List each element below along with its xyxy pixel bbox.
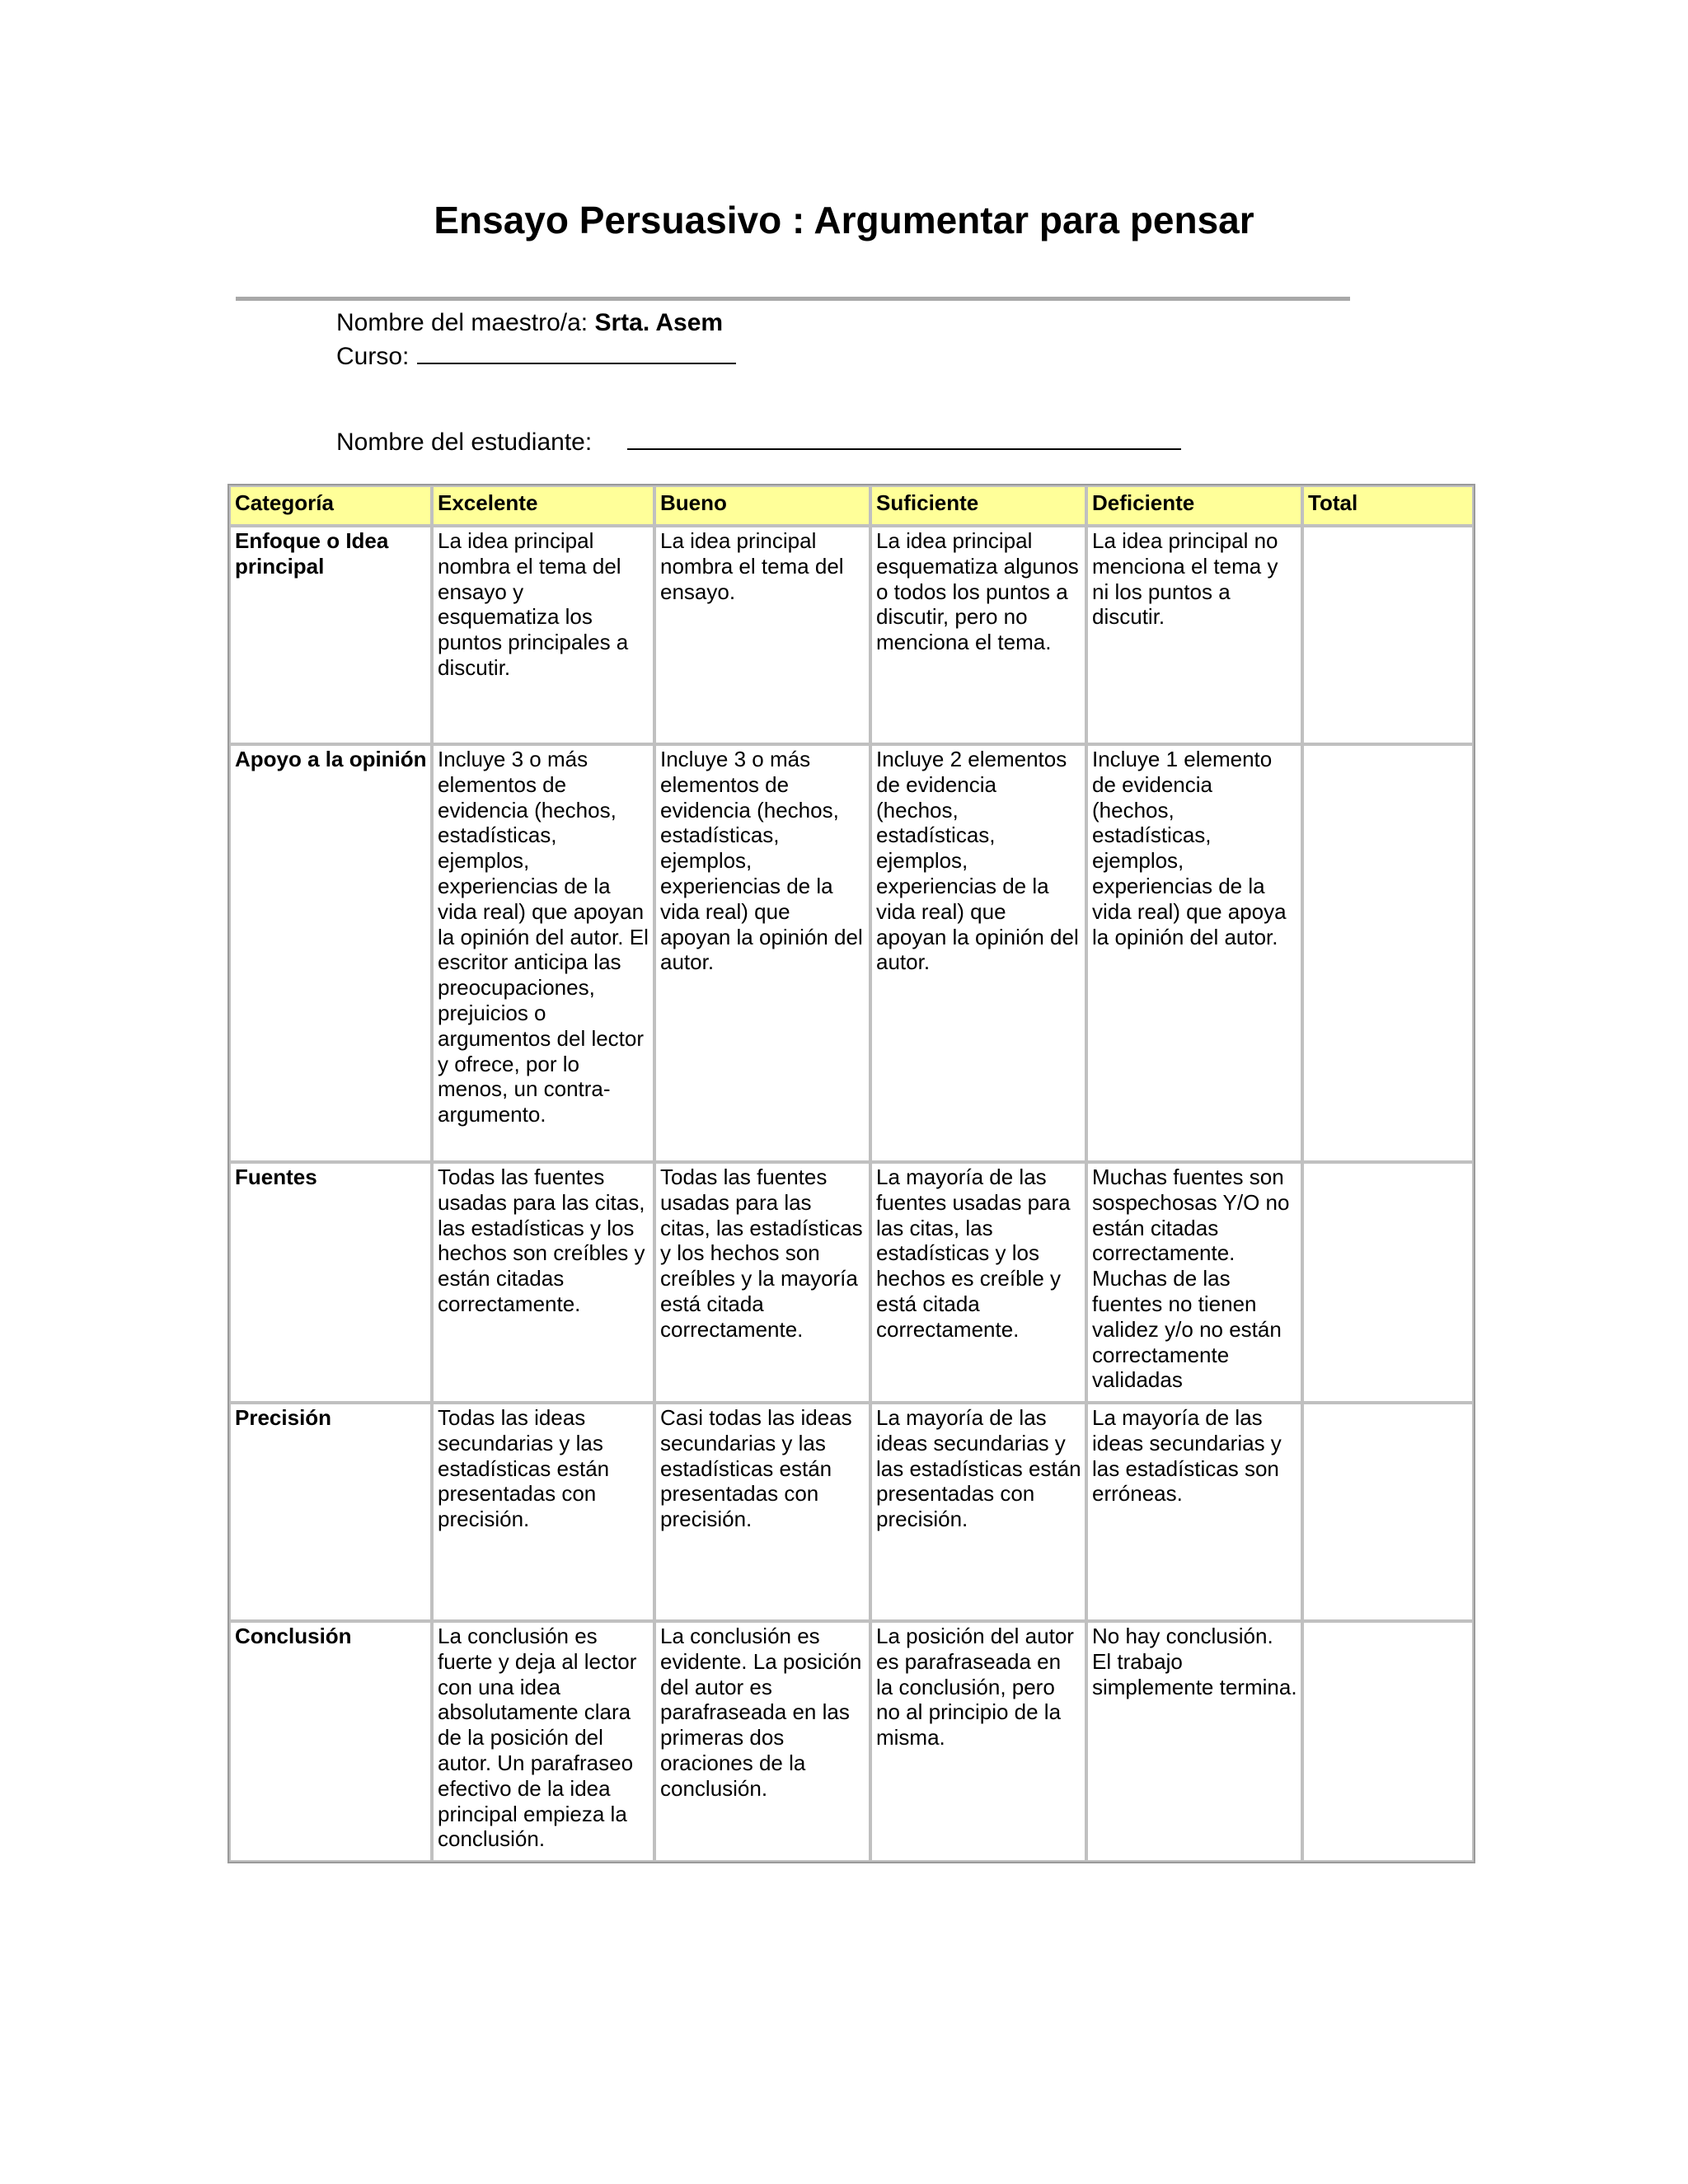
header-excelente: Excelente xyxy=(432,485,654,526)
course-blank[interactable] xyxy=(417,338,736,364)
student-label: Nombre del estudiante: xyxy=(336,429,593,456)
row-category: Conclusión xyxy=(229,1621,432,1862)
page-title: Ensayo Persuasivo : Argumentar para pensar xyxy=(434,199,1254,241)
cell-deficiente: No hay conclusión. El trabajo simplemente termina. xyxy=(1086,1621,1302,1862)
header-total: Total xyxy=(1302,485,1474,526)
cell-total[interactable] xyxy=(1302,526,1474,744)
cell-deficiente: Incluye 1 elemento de evidencia (hechos, estadísticas, ejemplos, experiencias de la vida real) que apoya la opinión del autor. xyxy=(1086,744,1302,1162)
header-suficiente: Suficiente xyxy=(870,485,1086,526)
cell-deficiente: La idea principal no menciona el tema y ni los puntos a discutir. xyxy=(1086,526,1302,744)
cell-suficiente: La mayoría de las fuentes usadas para las citas, las estadísticas y los hechos es creíble y está citada correctamente. xyxy=(870,1162,1086,1403)
cell-deficiente: Muchas fuentes son sospechosas Y/O no están citadas correctamente. Muchas de las fuentes no tienen validez y/o no están correctamente validadas xyxy=(1086,1162,1302,1403)
cell-bueno: Todas las fuentes usadas para las citas, las estadísticas y los hechos son creíbles y la mayoría está citada correctamente. xyxy=(654,1162,870,1403)
row-category: Enfoque o Idea principal xyxy=(229,526,432,744)
cell-suficiente: La mayoría de las ideas secundarias y las estadísticas están presentadas con precisión. xyxy=(870,1403,1086,1621)
table-row xyxy=(229,744,1474,1162)
rubric-table xyxy=(227,484,1475,1863)
table-row xyxy=(229,1162,1474,1403)
cell-bueno: La idea principal nombra el tema del ensayo. xyxy=(654,526,870,744)
teacher-line xyxy=(336,308,723,338)
course-line xyxy=(336,338,736,372)
cell-total[interactable] xyxy=(1302,1403,1474,1621)
cell-excelente: La idea principal nombra el tema del ensayo y esquematiza los puntos principales a discutir. xyxy=(432,526,654,744)
cell-excelente: Todas las fuentes usadas para las citas, las estadísticas y los hechos son creíbles y están citadas correctamente. xyxy=(432,1162,654,1403)
header-deficiente: Deficiente xyxy=(1086,485,1302,526)
table-row xyxy=(229,1621,1474,1862)
cell-bueno: La conclusión es evidente. La posición del autor es parafraseada en las primeras dos oraciones de la conclusión. xyxy=(654,1621,870,1862)
cell-excelente: Incluye 3 o más elementos de evidencia (hechos, estadísticas, ejemplos, experiencias de la vida real) que apoyan la opinión del autor. El escritor anticipa las preocupaciones, prejuicios o argumentos del lector y ofrece, por lo menos, un contra-argumento. xyxy=(432,744,654,1162)
teacher-name: Srta. Asem xyxy=(594,309,724,336)
row-category: Precisión xyxy=(229,1403,432,1621)
course-label: Curso: xyxy=(336,343,410,370)
cell-excelente: Todas las ideas secundarias y las estadísticas están presentadas con precisión. xyxy=(432,1403,654,1621)
table-row xyxy=(229,1403,1474,1621)
cell-suficiente: La idea principal esquematiza algunos o todos los puntos a discutir, pero no menciona el tema. xyxy=(870,526,1086,744)
header-row xyxy=(229,485,1474,526)
row-category: Apoyo a la opinión xyxy=(229,744,432,1162)
teacher-label: Nombre del maestro/a: xyxy=(336,309,595,336)
cell-suficiente: Incluye 2 elementos de evidencia (hechos, estadísticas, ejemplos, experiencias de la vida real) que apoyan la opinión del autor. xyxy=(870,744,1086,1162)
cell-total[interactable] xyxy=(1302,744,1474,1162)
cell-excelente: La conclusión es fuerte y deja al lector con una idea absolutamente clara de la posición del autor. Un parafraseo efectivo de la idea principal empieza la conclusión. xyxy=(432,1621,654,1862)
cell-total[interactable] xyxy=(1302,1621,1474,1862)
row-category: Fuentes xyxy=(229,1162,432,1403)
student-name-blank[interactable] xyxy=(627,424,1181,450)
cell-total[interactable] xyxy=(1302,1162,1474,1403)
student-line xyxy=(336,424,1181,457)
table-row xyxy=(229,526,1474,744)
cell-bueno: Incluye 3 o más elementos de evidencia (hechos, estadísticas, ejemplos, experiencias de la vida real) que apoyan la opinión del autor. xyxy=(654,744,870,1162)
header-bueno: Bueno xyxy=(654,485,870,526)
cell-deficiente: La mayoría de las ideas secundarias y las estadísticas son erróneas. xyxy=(1086,1403,1302,1621)
cell-bueno: Casi todas las ideas secundarias y las estadísticas están presentadas con precisión. xyxy=(654,1403,870,1621)
title-divider xyxy=(236,297,1350,301)
header-category: Categoría xyxy=(229,485,432,526)
cell-suficiente: La posición del autor es parafraseada en la conclusión, pero no al principio de la misma. xyxy=(870,1621,1086,1862)
